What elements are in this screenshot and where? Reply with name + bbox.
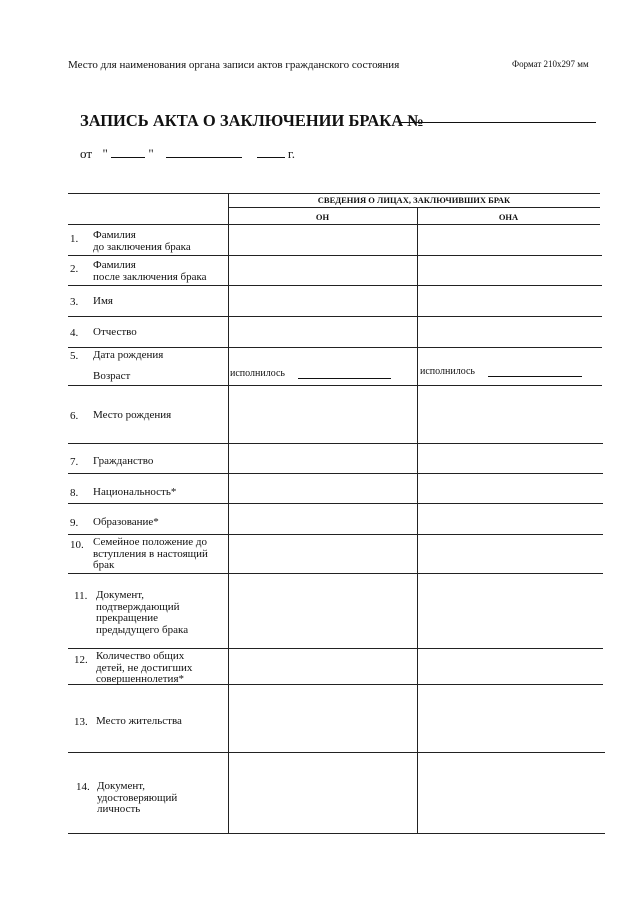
year-field[interactable] bbox=[257, 146, 285, 158]
row-label-surname-after: Фамилия после заключения брака bbox=[93, 259, 207, 283]
date-prefix: от bbox=[80, 146, 93, 161]
row-number: 1. bbox=[70, 233, 79, 245]
row-divider bbox=[68, 285, 602, 286]
day-field[interactable] bbox=[111, 146, 145, 158]
row-divider bbox=[68, 347, 602, 348]
row-label-birth-date: Дата рождения bbox=[93, 349, 164, 361]
row-label-birth-place: Место рождения bbox=[93, 409, 172, 421]
row-label-prior-marriage-doc: Документ, подтверждающий прекращение предыдущего брака bbox=[96, 589, 189, 636]
column-he-header: ОН bbox=[315, 212, 330, 222]
format-label: Формат 210х297 мм bbox=[512, 59, 589, 69]
row-number: 12. bbox=[74, 654, 88, 666]
row-label-marital-status: Семейное положение до вступления в настоящий брак bbox=[93, 536, 208, 571]
quote-close: " bbox=[148, 146, 154, 161]
group-header-divider bbox=[228, 207, 600, 208]
row-label-first-name: Имя bbox=[93, 295, 113, 307]
row-label-age: Возраст bbox=[93, 370, 131, 382]
row-divider bbox=[68, 385, 602, 386]
row-divider bbox=[68, 255, 602, 256]
row-number: 4. bbox=[70, 327, 79, 339]
row-number: 9. bbox=[70, 517, 79, 529]
row-number: 2. bbox=[70, 263, 79, 275]
row-label-citizenship: Гражданство bbox=[93, 455, 154, 467]
organ-caption: Место для наименования органа записи актов гражданского состояния bbox=[68, 59, 400, 71]
row-divider bbox=[68, 316, 602, 317]
he-age-field[interactable] bbox=[298, 378, 391, 379]
row-label-surname-before: Фамилия до заключения брака bbox=[93, 229, 191, 253]
table-bottom-line bbox=[68, 833, 605, 834]
row-label-residence: Место жительства bbox=[96, 715, 182, 727]
page-title: ЗАПИСЬ АКТА О ЗАКЛЮЧЕНИИ БРАКА № bbox=[80, 111, 424, 130]
row-label-education: Образование* bbox=[93, 516, 159, 528]
row-label-identity-doc: Документ, удостоверяющий личность bbox=[97, 780, 178, 815]
he-she-column-divider bbox=[417, 207, 418, 833]
header-bottom-line bbox=[68, 224, 600, 225]
row-label-patronymic: Отчество bbox=[93, 326, 137, 338]
date-line bbox=[80, 146, 295, 162]
row-divider bbox=[68, 503, 603, 504]
row-number: 5. bbox=[70, 350, 79, 362]
row-number: 14. bbox=[76, 781, 90, 793]
row-divider bbox=[68, 473, 603, 474]
he-age-caption: исполнилось bbox=[230, 368, 285, 379]
quote-open: " bbox=[102, 146, 108, 161]
month-field[interactable] bbox=[166, 146, 242, 158]
group-header: СВЕДЕНИЯ О ЛИЦАХ, ЗАКЛЮЧИВШИХ БРАК bbox=[317, 195, 511, 205]
table-top-line bbox=[68, 193, 600, 194]
row-divider bbox=[68, 573, 603, 574]
row-divider bbox=[68, 752, 605, 753]
label-column-divider bbox=[228, 193, 229, 833]
column-she-header: ОНА bbox=[498, 212, 519, 222]
row-number: 11. bbox=[74, 590, 88, 602]
row-number: 7. bbox=[70, 456, 79, 468]
date-suffix: г. bbox=[287, 146, 296, 161]
row-number: 10. bbox=[70, 539, 84, 551]
row-divider bbox=[68, 534, 603, 535]
row-divider bbox=[68, 648, 603, 649]
record-number-field[interactable] bbox=[400, 122, 596, 123]
she-age-field[interactable] bbox=[488, 376, 582, 377]
row-divider bbox=[68, 443, 603, 444]
row-number: 13. bbox=[74, 716, 88, 728]
row-label-nationality: Национальность* bbox=[93, 486, 177, 498]
row-number: 3. bbox=[70, 296, 79, 308]
row-number: 8. bbox=[70, 487, 79, 499]
row-label-minor-children: Количество общих детей, не достигших совершеннолетия* bbox=[96, 650, 193, 685]
row-number: 6. bbox=[70, 410, 79, 422]
she-age-caption: исполнилось bbox=[420, 366, 475, 377]
